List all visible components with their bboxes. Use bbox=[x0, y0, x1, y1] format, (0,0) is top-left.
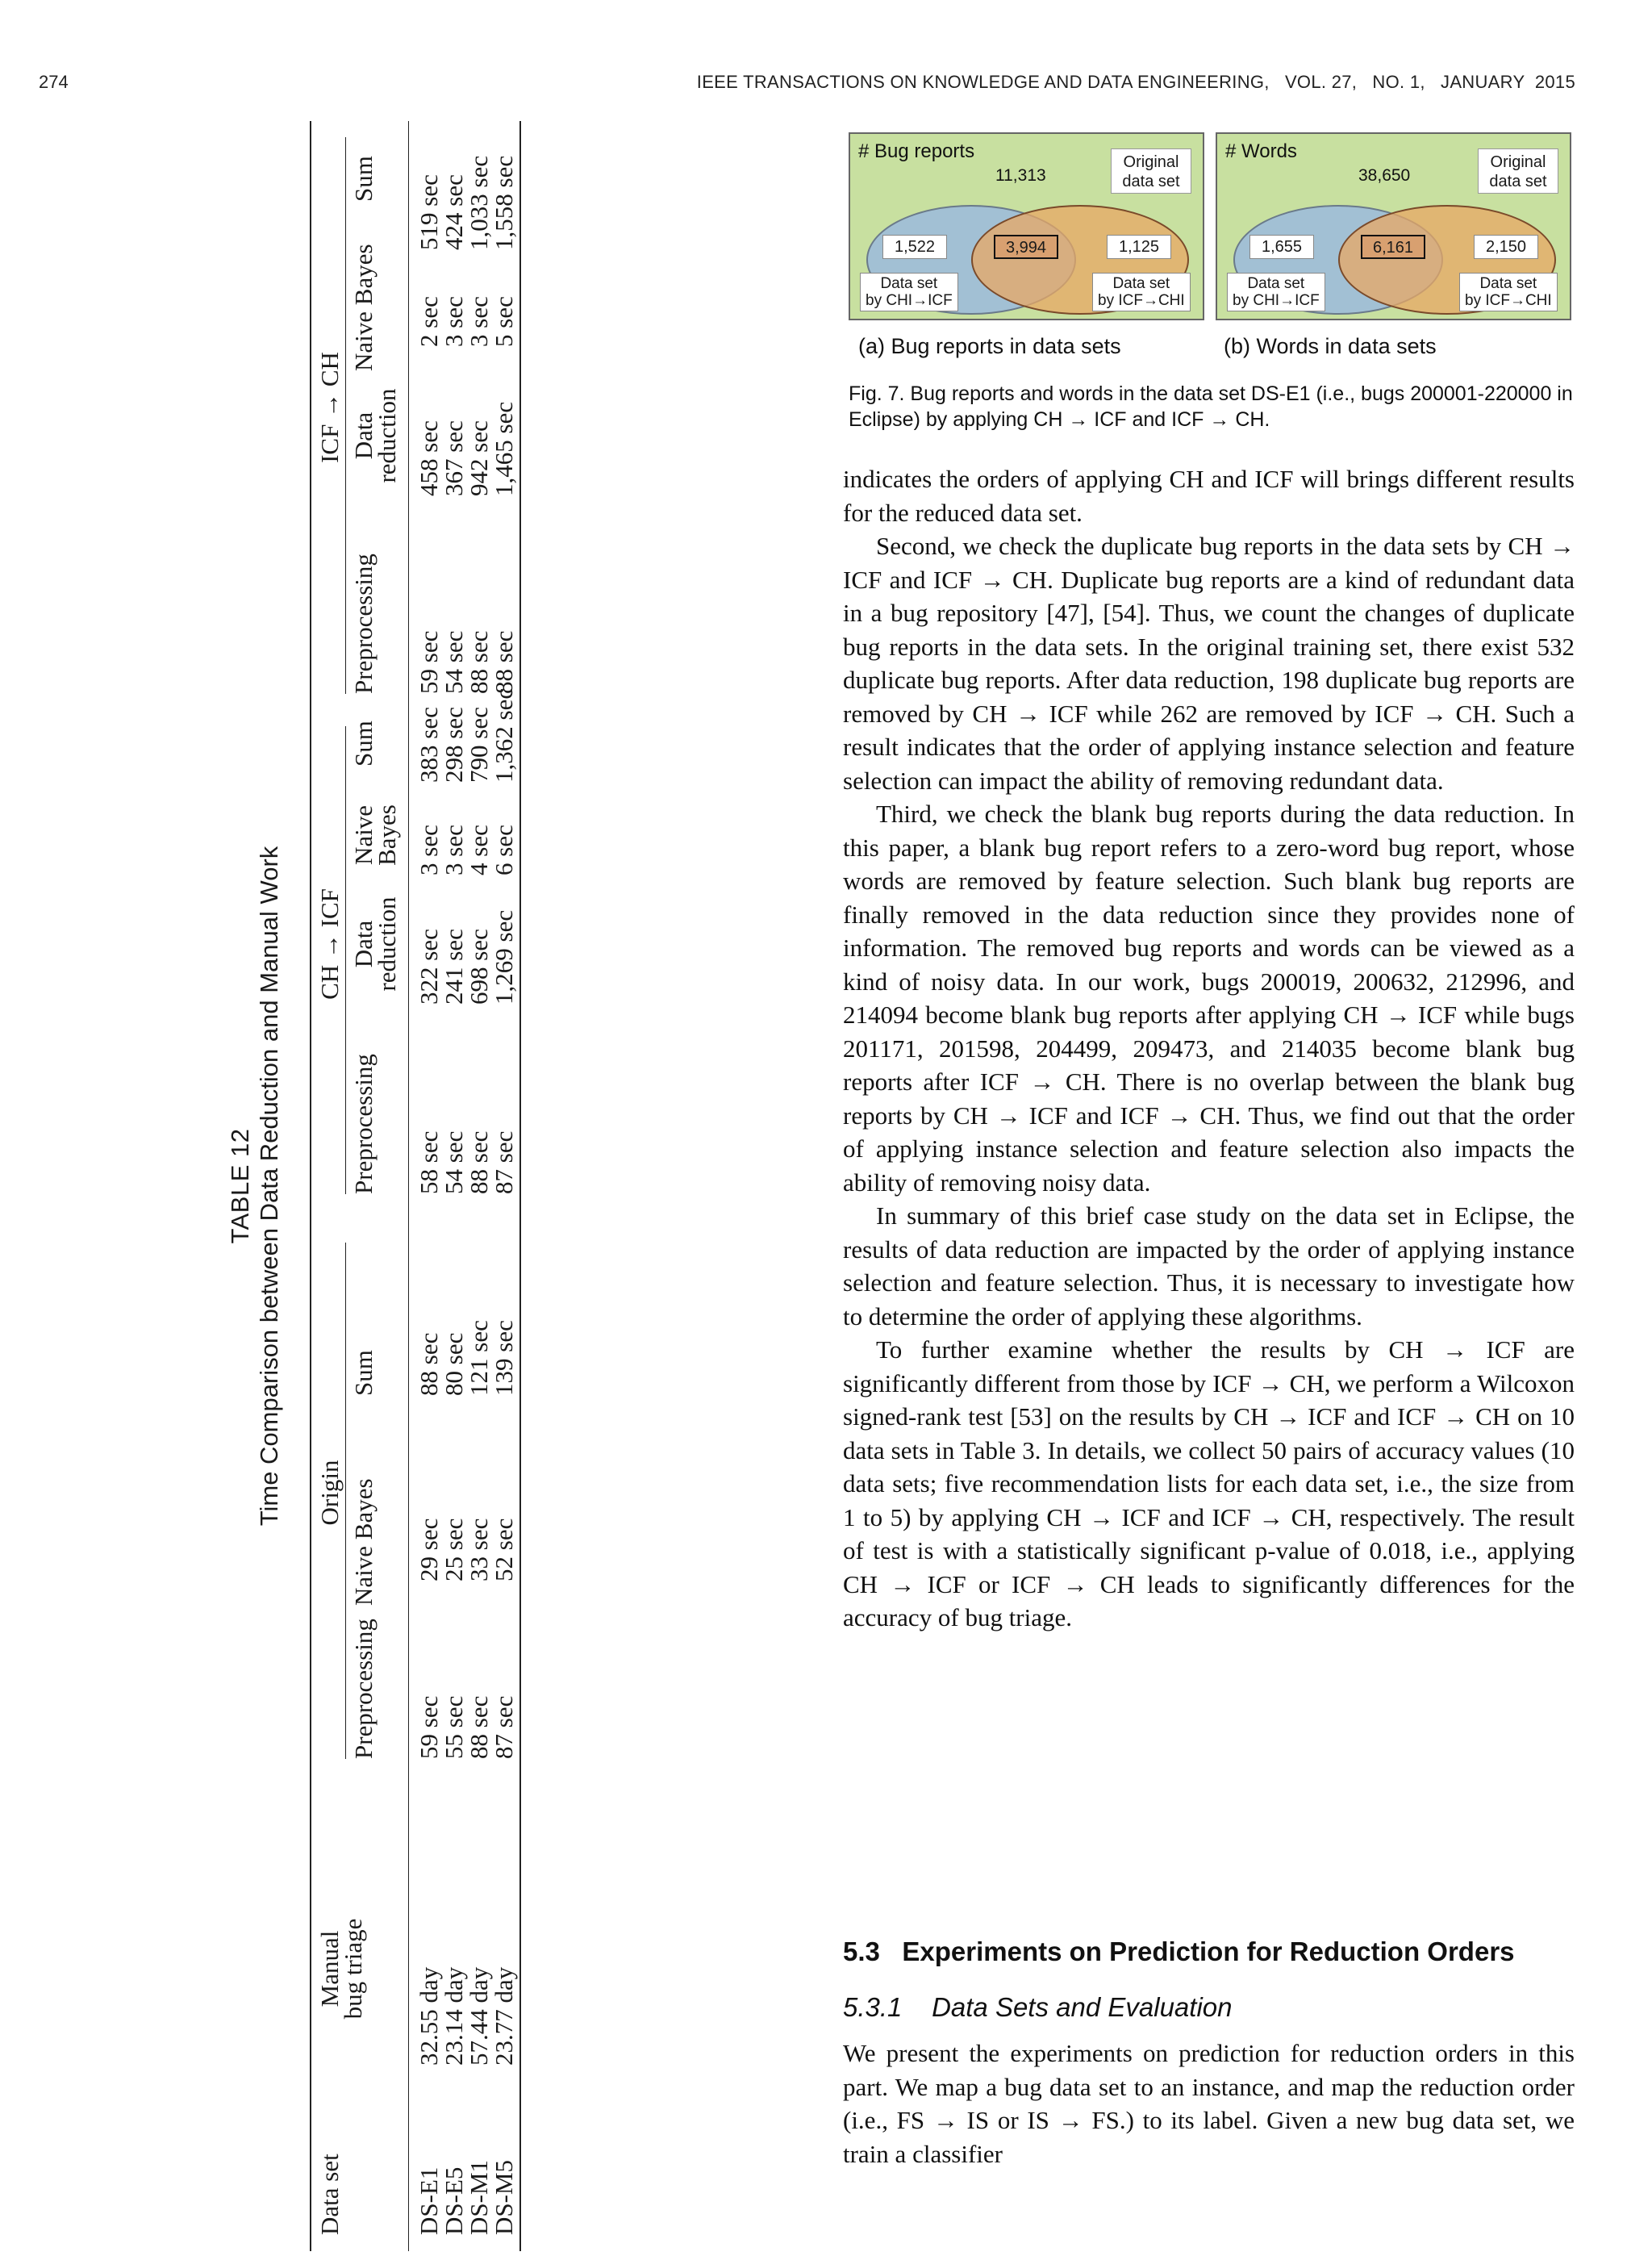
table-row-2-b-pre: 88 sec bbox=[465, 630, 493, 694]
left-set-label bbox=[860, 273, 958, 311]
table-row-3-set: DS-M5 bbox=[490, 2159, 518, 2235]
table-row-2-o-sum: 121 sec bbox=[465, 1320, 493, 1396]
right-set-label bbox=[1459, 273, 1558, 311]
table-row-1-o-pre: 55 sec bbox=[440, 1695, 468, 1759]
col-data-set: Data set bbox=[315, 2154, 344, 2235]
table-label: TABLE 12 bbox=[226, 1128, 254, 1244]
right-count: 2,150 bbox=[1474, 235, 1538, 259]
table-row-2-a-pre: 88 sec bbox=[465, 1130, 493, 1194]
paragraph-4: In summary of this brief case study on the data set in Eclipse, the results of data reduction are impacted by the order of applying instance selection and feature selection. Thus, it is necessary to investigate how to determine the order of applying these algorithms. bbox=[843, 1201, 1575, 1331]
table-row-3-a-nb: 6 sec bbox=[490, 825, 518, 875]
table-row-2-a-dr: 698 sec bbox=[465, 929, 493, 1005]
table-row-3-o-nb: 52 sec bbox=[490, 1518, 518, 1581]
paragraph-5: To further examine whether the results by CH → ICF are significantly different from those by ICF → CH, we perform a Wilcoxon signed-rank test [53] on the results by CH → ICF and ICF → CH on 10 data sets in Table 3. In details, we collect 50 pairs of accuracy values (10 data sets; five recommendation lists for each data set, i.e., the size from 1 to 5) by applying CH → ICF and ICF → CH, respectively. The result of test is with a statistically significant p-value of 0.018, i.e., applying CH → ICF or ICF → CH leads to significantly differences for the accuracy of bug triage. bbox=[843, 1335, 1575, 1631]
left-set-label-2: by CHI→ICF bbox=[866, 292, 953, 309]
original-total: 11,313 bbox=[995, 166, 1046, 185]
table-row-2-b-dr: 942 sec bbox=[465, 420, 493, 496]
table-row-3-a-sum: 1,362 sec bbox=[490, 687, 518, 783]
table-12 bbox=[210, 121, 589, 2251]
body-text bbox=[843, 462, 1575, 1635]
col-manual-2: bug triage bbox=[339, 1918, 367, 2020]
table-row-3-o-pre: 87 sec bbox=[490, 1695, 518, 1759]
col-o-sum: Sum bbox=[349, 1350, 378, 1396]
table-row-0-a-nb: 3 sec bbox=[415, 825, 443, 875]
group-icf-ch: ICF → CH bbox=[315, 352, 344, 463]
col-a-dr-1: Data bbox=[349, 920, 378, 968]
left-count: 1,655 bbox=[1249, 235, 1314, 259]
table-row-0-b-pre: 59 sec bbox=[415, 630, 443, 694]
table-row-0-b-dr: 458 sec bbox=[415, 420, 443, 496]
table-row-2-a-nb: 4 sec bbox=[465, 825, 493, 875]
overlap-count: 3,994 bbox=[994, 235, 1058, 259]
right-set-label bbox=[1092, 273, 1191, 311]
table-row-2-o-pre: 88 sec bbox=[465, 1695, 493, 1759]
section-heading-5-3-1: 5.3.1 Data Sets and Evaluation bbox=[843, 1992, 1233, 2022]
col-manual-1: Manual bbox=[315, 1930, 344, 2007]
table-row-2-set: DS-M1 bbox=[465, 2159, 493, 2235]
col-b-dr-1: Data bbox=[349, 412, 378, 460]
col-o-nb: Naive Bayes bbox=[349, 1478, 378, 1606]
table-row-0-a-sum: 383 sec bbox=[415, 707, 443, 783]
body-text-continued bbox=[843, 2037, 1575, 2170]
venn-panel-bug-reports bbox=[849, 132, 1204, 320]
table-row-3-b-nb: 5 sec bbox=[490, 296, 518, 347]
table-row-1-b-nb: 3 sec bbox=[440, 296, 468, 347]
group-ch-icf: CH → ICF bbox=[315, 888, 344, 1000]
table-row-1-o-sum: 80 sec bbox=[440, 1332, 468, 1396]
right-set-label-1: Data set bbox=[1112, 275, 1170, 292]
original-label-1: Original bbox=[1490, 153, 1546, 171]
table-row-0-b-sum: 519 sec bbox=[415, 174, 443, 250]
table-row-2-o-nb: 33 sec bbox=[465, 1518, 493, 1581]
col-o-pre: Preprocessing bbox=[349, 1619, 378, 1759]
original-data-set-box bbox=[1478, 148, 1558, 194]
right-count: 1,125 bbox=[1107, 235, 1171, 259]
table-row-1-manual: 23.14 day bbox=[440, 1966, 468, 2066]
figure-caption: Fig. 7. Bug reports and words in the data set DS-E1 (i.e., bugs 200001-220000 in Eclipse) by applying CH → ICF and ICF → CH. bbox=[849, 382, 1573, 431]
table-row-1-b-pre: 54 sec bbox=[440, 630, 468, 694]
col-a-nb-2: Bayes bbox=[373, 804, 401, 866]
table-row-0-manual: 32.55 day bbox=[415, 1966, 443, 2066]
paragraph-3: Third, we check the blank bug reports during the data reduction. In this paper, a blank bug report refers to a zero-word bug report, whose words are removed by feature selection. Such blank bug reports are finally removed in the data reduction since they provides none of information. The removed bug reports and words can be viewed as a kind of noisy data. In our work, bugs 200019, 200632, 212996, and 214094 become blank bug reports after applying CH → ICF while bugs 201171, 201598, 204499, 209473, and 214035 become blank bug reports after ICF → CH. There is no overlap between the blank bug reports by CH → ICF and ICF → CH. Thus, we find out that the order of applying instance selection and feature selection also impacts the ability of removing noisy data. bbox=[843, 800, 1575, 1197]
overlap-count: 6,161 bbox=[1361, 235, 1425, 259]
paragraph-2: Second, we check the duplicate bug reports in the data sets by CH → ICF and ICF → CH. Duplicate bug reports are a kind of redundant data in a bug repository [47], [54]. Thus, we count the changes of duplicate bug reports in the data sets. In the original training set, there exist 532 duplicate bug reports. After data reduction, 198 duplicate bug reports are removed by CH → ICF while 262 are removed by ICF → CH. Such a result indicates that the order of applying instance selection and feature selection can impact the ability of removing redundant data. bbox=[843, 532, 1575, 795]
rule-ch-icf bbox=[345, 726, 346, 1194]
group-origin: Origin bbox=[315, 1460, 344, 1526]
table-row-1-a-dr: 241 sec bbox=[440, 929, 468, 1005]
paragraph-6: We present the experiments on prediction for reduction orders in this part. We map a bug data set to an instance, and map the reduction order (i.e., FS → IS or IS → FS.) to its label. Given a new bug data set, we train a classifier bbox=[843, 2039, 1575, 2168]
paragraph-1: indicates the orders of applying CH and ICF will brings different results for the reduced data set. bbox=[843, 465, 1575, 527]
table-row-1-b-dr: 367 sec bbox=[440, 420, 468, 496]
left-set-label-1: Data set bbox=[1247, 275, 1305, 292]
rule-icf-ch bbox=[345, 137, 346, 694]
table-row-3-o-sum: 139 sec bbox=[490, 1320, 518, 1396]
table-row-1-a-nb: 3 sec bbox=[440, 825, 468, 875]
table-row-0-set: DS-E1 bbox=[415, 2166, 443, 2235]
right-set-label-2: by ICF→CHI bbox=[1465, 292, 1552, 309]
col-b-dr-2: reduction bbox=[373, 388, 401, 483]
right-set-label-2: by ICF→CHI bbox=[1098, 292, 1185, 309]
venn-title: # Bug reports bbox=[858, 140, 975, 162]
table-row-1-a-pre: 54 sec bbox=[440, 1130, 468, 1194]
col-a-sum: Sum bbox=[349, 721, 378, 767]
table-row-0-b-nb: 2 sec bbox=[415, 296, 443, 347]
original-label-2: data set bbox=[1122, 173, 1180, 190]
col-a-nb-1: Naive bbox=[349, 804, 378, 866]
table-row-1-a-sum: 298 sec bbox=[440, 707, 468, 783]
left-set-label-2: by CHI→ICF bbox=[1233, 292, 1320, 309]
subcaption-b: (b) Words in data sets bbox=[1224, 334, 1437, 358]
table-row-0-o-sum: 88 sec bbox=[415, 1332, 443, 1396]
rule-origin bbox=[345, 1243, 346, 1759]
col-a-dr-2: reduction bbox=[373, 896, 401, 992]
left-set-label-1: Data set bbox=[880, 275, 938, 292]
table-bottom-rule bbox=[519, 121, 521, 2251]
venn-panel-words bbox=[1216, 132, 1571, 320]
original-label-2: data set bbox=[1489, 173, 1547, 190]
table-row-1-set: DS-E5 bbox=[440, 2166, 468, 2235]
venn-title: # Words bbox=[1225, 140, 1297, 162]
table-row-0-o-nb: 29 sec bbox=[415, 1518, 443, 1581]
col-a-pre: Preprocessing bbox=[349, 1054, 378, 1194]
original-label-1: Original bbox=[1123, 153, 1179, 171]
col-b-pre: Preprocessing bbox=[349, 554, 378, 694]
left-set-label bbox=[1227, 273, 1325, 311]
col-b-sum: Sum bbox=[349, 156, 378, 202]
table-row-0-a-pre: 58 sec bbox=[415, 1130, 443, 1194]
table-row-3-a-pre: 87 sec bbox=[490, 1130, 518, 1194]
table-top-rule bbox=[310, 121, 311, 2251]
original-total: 38,650 bbox=[1358, 166, 1411, 185]
table-row-1-b-sum: 424 sec bbox=[440, 174, 468, 250]
table-row-1-o-nb: 25 sec bbox=[440, 1518, 468, 1581]
table-row-2-manual: 57.44 day bbox=[465, 1966, 493, 2066]
running-header: IEEE TRANSACTIONS ON KNOWLEDGE AND DATA ENGINEERING, VOL. 27, NO. 1, JANUARY 2015 bbox=[696, 72, 1575, 92]
table-row-2-b-nb: 3 sec bbox=[465, 296, 493, 347]
left-count: 1,522 bbox=[882, 235, 947, 259]
table-title: Time Comparison between Data Reduction and Manual Work bbox=[255, 846, 283, 1527]
table-row-3-b-dr: 1,465 sec bbox=[490, 401, 518, 496]
table-row-2-a-sum: 790 sec bbox=[465, 707, 493, 783]
original-data-set-box bbox=[1111, 148, 1191, 194]
page-number: 274 bbox=[39, 72, 69, 92]
table-row-3-manual: 23.77 day bbox=[490, 1966, 518, 2066]
table-row-0-o-pre: 59 sec bbox=[415, 1695, 443, 1759]
table-row-0-a-dr: 322 sec bbox=[415, 929, 443, 1005]
table-row-3-b-pre: 88 sec bbox=[490, 630, 518, 694]
table-row-3-a-dr: 1,269 sec bbox=[490, 909, 518, 1005]
subcaption-a: (a) Bug reports in data sets bbox=[858, 334, 1121, 358]
table-row-2-b-sum: 1,033 sec bbox=[465, 155, 493, 250]
table-row-3-b-sum: 1,558 sec bbox=[490, 155, 518, 250]
col-b-nb: Naive Bayes bbox=[349, 244, 378, 371]
section-heading-5-3: 5.3 Experiments on Prediction for Reduction Orders bbox=[843, 1936, 1515, 1966]
right-set-label-1: Data set bbox=[1479, 275, 1537, 292]
table-header-rule bbox=[408, 121, 409, 2251]
